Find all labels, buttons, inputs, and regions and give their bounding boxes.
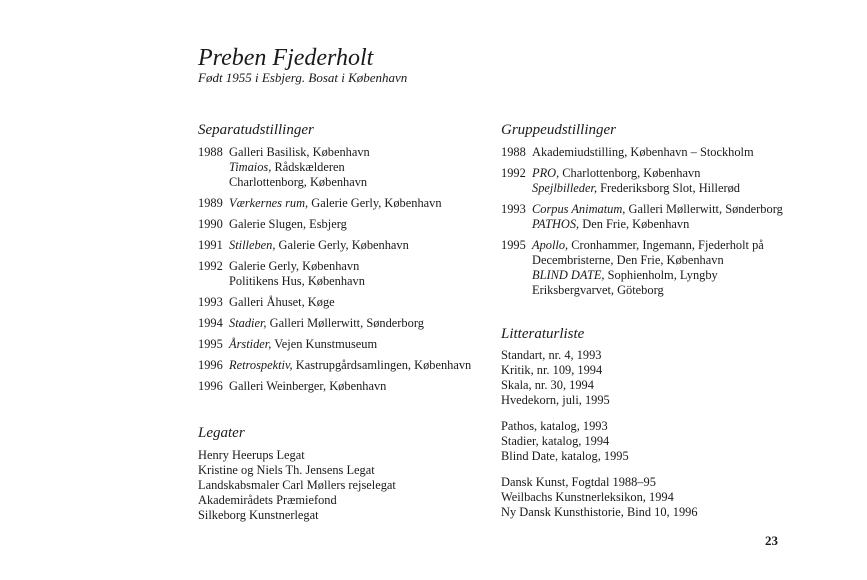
exhibition-title-italic: Spejlbilleder, bbox=[532, 181, 598, 195]
exhibition-line bbox=[229, 274, 365, 289]
exhibition-entry bbox=[198, 295, 471, 310]
exhibition-venue: Den Frie, København bbox=[579, 217, 690, 231]
literature-item: Stadier, katalog, 1994 bbox=[501, 434, 610, 448]
exhibition-line bbox=[532, 202, 783, 217]
exhibition-venue: Politikens Hus, København bbox=[229, 274, 365, 288]
exhibition-entry bbox=[198, 196, 471, 211]
exhibition-year: 1994 bbox=[198, 316, 223, 330]
exhibition-venue: Galerie Gerly, København bbox=[229, 259, 360, 273]
exhibition-venue: Rådskælderen bbox=[271, 160, 345, 174]
exhibition-line bbox=[532, 217, 783, 232]
legat-item: Henry Heerups Legat bbox=[198, 448, 305, 462]
exhibition-entry bbox=[501, 166, 783, 196]
exhibition-venue: Charlottenborg, København bbox=[229, 175, 368, 189]
legat-item: Silkeborg Kunstnerlegat bbox=[198, 508, 319, 522]
exhibition-venue: Galleri Åhuset, Køge bbox=[229, 295, 335, 309]
gruppeudstillinger-list bbox=[501, 145, 783, 304]
exhibition-line bbox=[532, 283, 764, 298]
exhibition-venue: Galleri Møllerwitt, Sønderborg bbox=[266, 316, 424, 330]
exhibition-venue: Kastrupgårdsamlingen, København bbox=[292, 358, 472, 372]
exhibition-line bbox=[229, 145, 370, 160]
literature-item: Dansk Kunst, Fogtdal 1988–95 bbox=[501, 475, 656, 489]
exhibition-line bbox=[229, 337, 377, 352]
legat-item: Kristine og Niels Th. Jensens Legat bbox=[198, 463, 375, 477]
exhibition-entry bbox=[501, 202, 783, 232]
exhibition-year: 1991 bbox=[198, 238, 223, 252]
separatudstillinger-heading: Separatudstillinger bbox=[198, 122, 314, 138]
exhibition-title-italic: Stadier, bbox=[229, 316, 267, 330]
exhibition-entry bbox=[198, 259, 471, 289]
exhibition-year: 1995 bbox=[198, 337, 223, 351]
exhibition-line bbox=[229, 175, 370, 190]
artist-name-title: Preben Fjederholt bbox=[198, 45, 374, 71]
exhibition-year: 1989 bbox=[198, 196, 223, 210]
exhibition-entry bbox=[198, 337, 471, 352]
exhibition-title-italic: PATHOS, bbox=[532, 217, 580, 231]
exhibition-venue: Galleri Basilisk, København bbox=[229, 145, 370, 159]
exhibition-title-italic: BLIND DATE, bbox=[532, 268, 605, 282]
exhibition-line bbox=[532, 253, 764, 268]
exhibition-venue: Galleri Møllerwitt, Sønderborg bbox=[625, 202, 783, 216]
artist-bio-subtitle: Født 1955 i Esbjerg. Bosat i København bbox=[198, 70, 408, 85]
exhibition-line bbox=[229, 160, 370, 175]
exhibition-venue: Galerie Gerly, København bbox=[275, 238, 409, 252]
exhibition-line bbox=[229, 379, 386, 394]
exhibition-venue: Eriksbergvarvet, Göteborg bbox=[532, 283, 664, 297]
exhibition-entry bbox=[198, 217, 471, 232]
literature-item: Blind Date, katalog, 1995 bbox=[501, 449, 629, 463]
legat-item: Landskabsmaler Carl Møllers rejselegat bbox=[198, 478, 396, 492]
exhibition-year: 1992 bbox=[198, 259, 223, 273]
legater-heading: Legater bbox=[198, 425, 245, 441]
exhibition-entry bbox=[198, 238, 471, 253]
exhibition-title-italic: Apollo, bbox=[532, 238, 569, 252]
literature-item: Kritik, nr. 109, 1994 bbox=[501, 363, 603, 377]
separatudstillinger-list bbox=[198, 145, 471, 400]
literature-item: Skala, nr. 30, 1994 bbox=[501, 378, 594, 392]
exhibition-entry bbox=[501, 145, 783, 160]
exhibition-line bbox=[532, 181, 740, 196]
litteraturliste-list bbox=[501, 348, 698, 520]
exhibition-venue: Decembristerne, Den Frie, København bbox=[532, 253, 724, 267]
exhibition-entry bbox=[198, 358, 471, 373]
exhibition-year: 1996 bbox=[198, 358, 223, 372]
legater-list bbox=[198, 448, 396, 523]
exhibition-line bbox=[229, 259, 365, 274]
exhibition-year: 1996 bbox=[198, 379, 223, 393]
exhibition-year: 1993 bbox=[198, 295, 223, 309]
exhibition-venue: Frederiksborg Slot, Hillerød bbox=[597, 181, 740, 195]
exhibition-line bbox=[229, 358, 471, 373]
exhibition-line bbox=[532, 238, 764, 253]
exhibition-venue: Akademiudstilling, København – Stockholm bbox=[532, 145, 754, 159]
literature-item: Weilbachs Kunstnerleksikon, 1994 bbox=[501, 490, 674, 504]
legat-item: Akademirådets Præmiefond bbox=[198, 493, 337, 507]
exhibition-title-italic: Værkernes rum, bbox=[229, 196, 309, 210]
exhibition-year: 1992 bbox=[501, 166, 526, 180]
group-spacer bbox=[501, 464, 698, 475]
exhibition-venue: Charlottenborg, København bbox=[559, 166, 701, 180]
exhibition-line bbox=[229, 316, 424, 331]
exhibition-venue: Vejen Kunstmuseum bbox=[271, 337, 378, 351]
exhibition-year: 1993 bbox=[501, 202, 526, 216]
exhibition-line bbox=[532, 268, 764, 283]
exhibition-title-italic: Retrospektiv, bbox=[229, 358, 293, 372]
exhibition-year: 1995 bbox=[501, 238, 526, 252]
exhibition-title-italic: Timaios, bbox=[229, 160, 272, 174]
exhibition-line bbox=[532, 166, 740, 181]
exhibition-entry bbox=[198, 145, 471, 190]
exhibition-line bbox=[532, 145, 754, 160]
exhibition-line bbox=[229, 196, 442, 211]
group-spacer bbox=[501, 408, 698, 419]
exhibition-year: 1988 bbox=[198, 145, 223, 159]
litteraturliste-heading: Litteraturliste bbox=[501, 326, 585, 342]
exhibition-title-italic: PRO, bbox=[532, 166, 560, 180]
exhibition-venue: Galleri Weinberger, København bbox=[229, 379, 387, 393]
exhibition-title-italic: Stilleben, bbox=[229, 238, 276, 252]
exhibition-line bbox=[229, 217, 347, 232]
exhibition-venue: Cronhammer, Ingemann, Fjederholt på bbox=[568, 238, 764, 252]
exhibition-venue: Galerie Slugen, Esbjerg bbox=[229, 217, 347, 231]
exhibition-title-italic: Corpus Animatum, bbox=[532, 202, 626, 216]
exhibition-year: 1990 bbox=[198, 217, 223, 231]
exhibition-year: 1988 bbox=[501, 145, 526, 159]
exhibition-entry bbox=[501, 238, 783, 298]
literature-item: Standart, nr. 4, 1993 bbox=[501, 348, 602, 362]
page-number: 23 bbox=[765, 533, 778, 548]
exhibition-line bbox=[229, 295, 335, 310]
literature-item: Ny Dansk Kunsthistorie, Bind 10, 1996 bbox=[501, 505, 698, 519]
exhibition-line bbox=[229, 238, 409, 253]
exhibition-title-italic: Årstider, bbox=[229, 337, 272, 351]
gruppeudstillinger-heading: Gruppeudstillinger bbox=[501, 122, 616, 138]
exhibition-entry bbox=[198, 316, 471, 331]
exhibition-venue: Galerie Gerly, København bbox=[308, 196, 442, 210]
literature-item: Pathos, katalog, 1993 bbox=[501, 419, 608, 433]
exhibition-venue: Sophienholm, Lyngby bbox=[604, 268, 718, 282]
literature-item: Hvedekorn, juli, 1995 bbox=[501, 393, 610, 407]
exhibition-entry bbox=[198, 379, 471, 394]
